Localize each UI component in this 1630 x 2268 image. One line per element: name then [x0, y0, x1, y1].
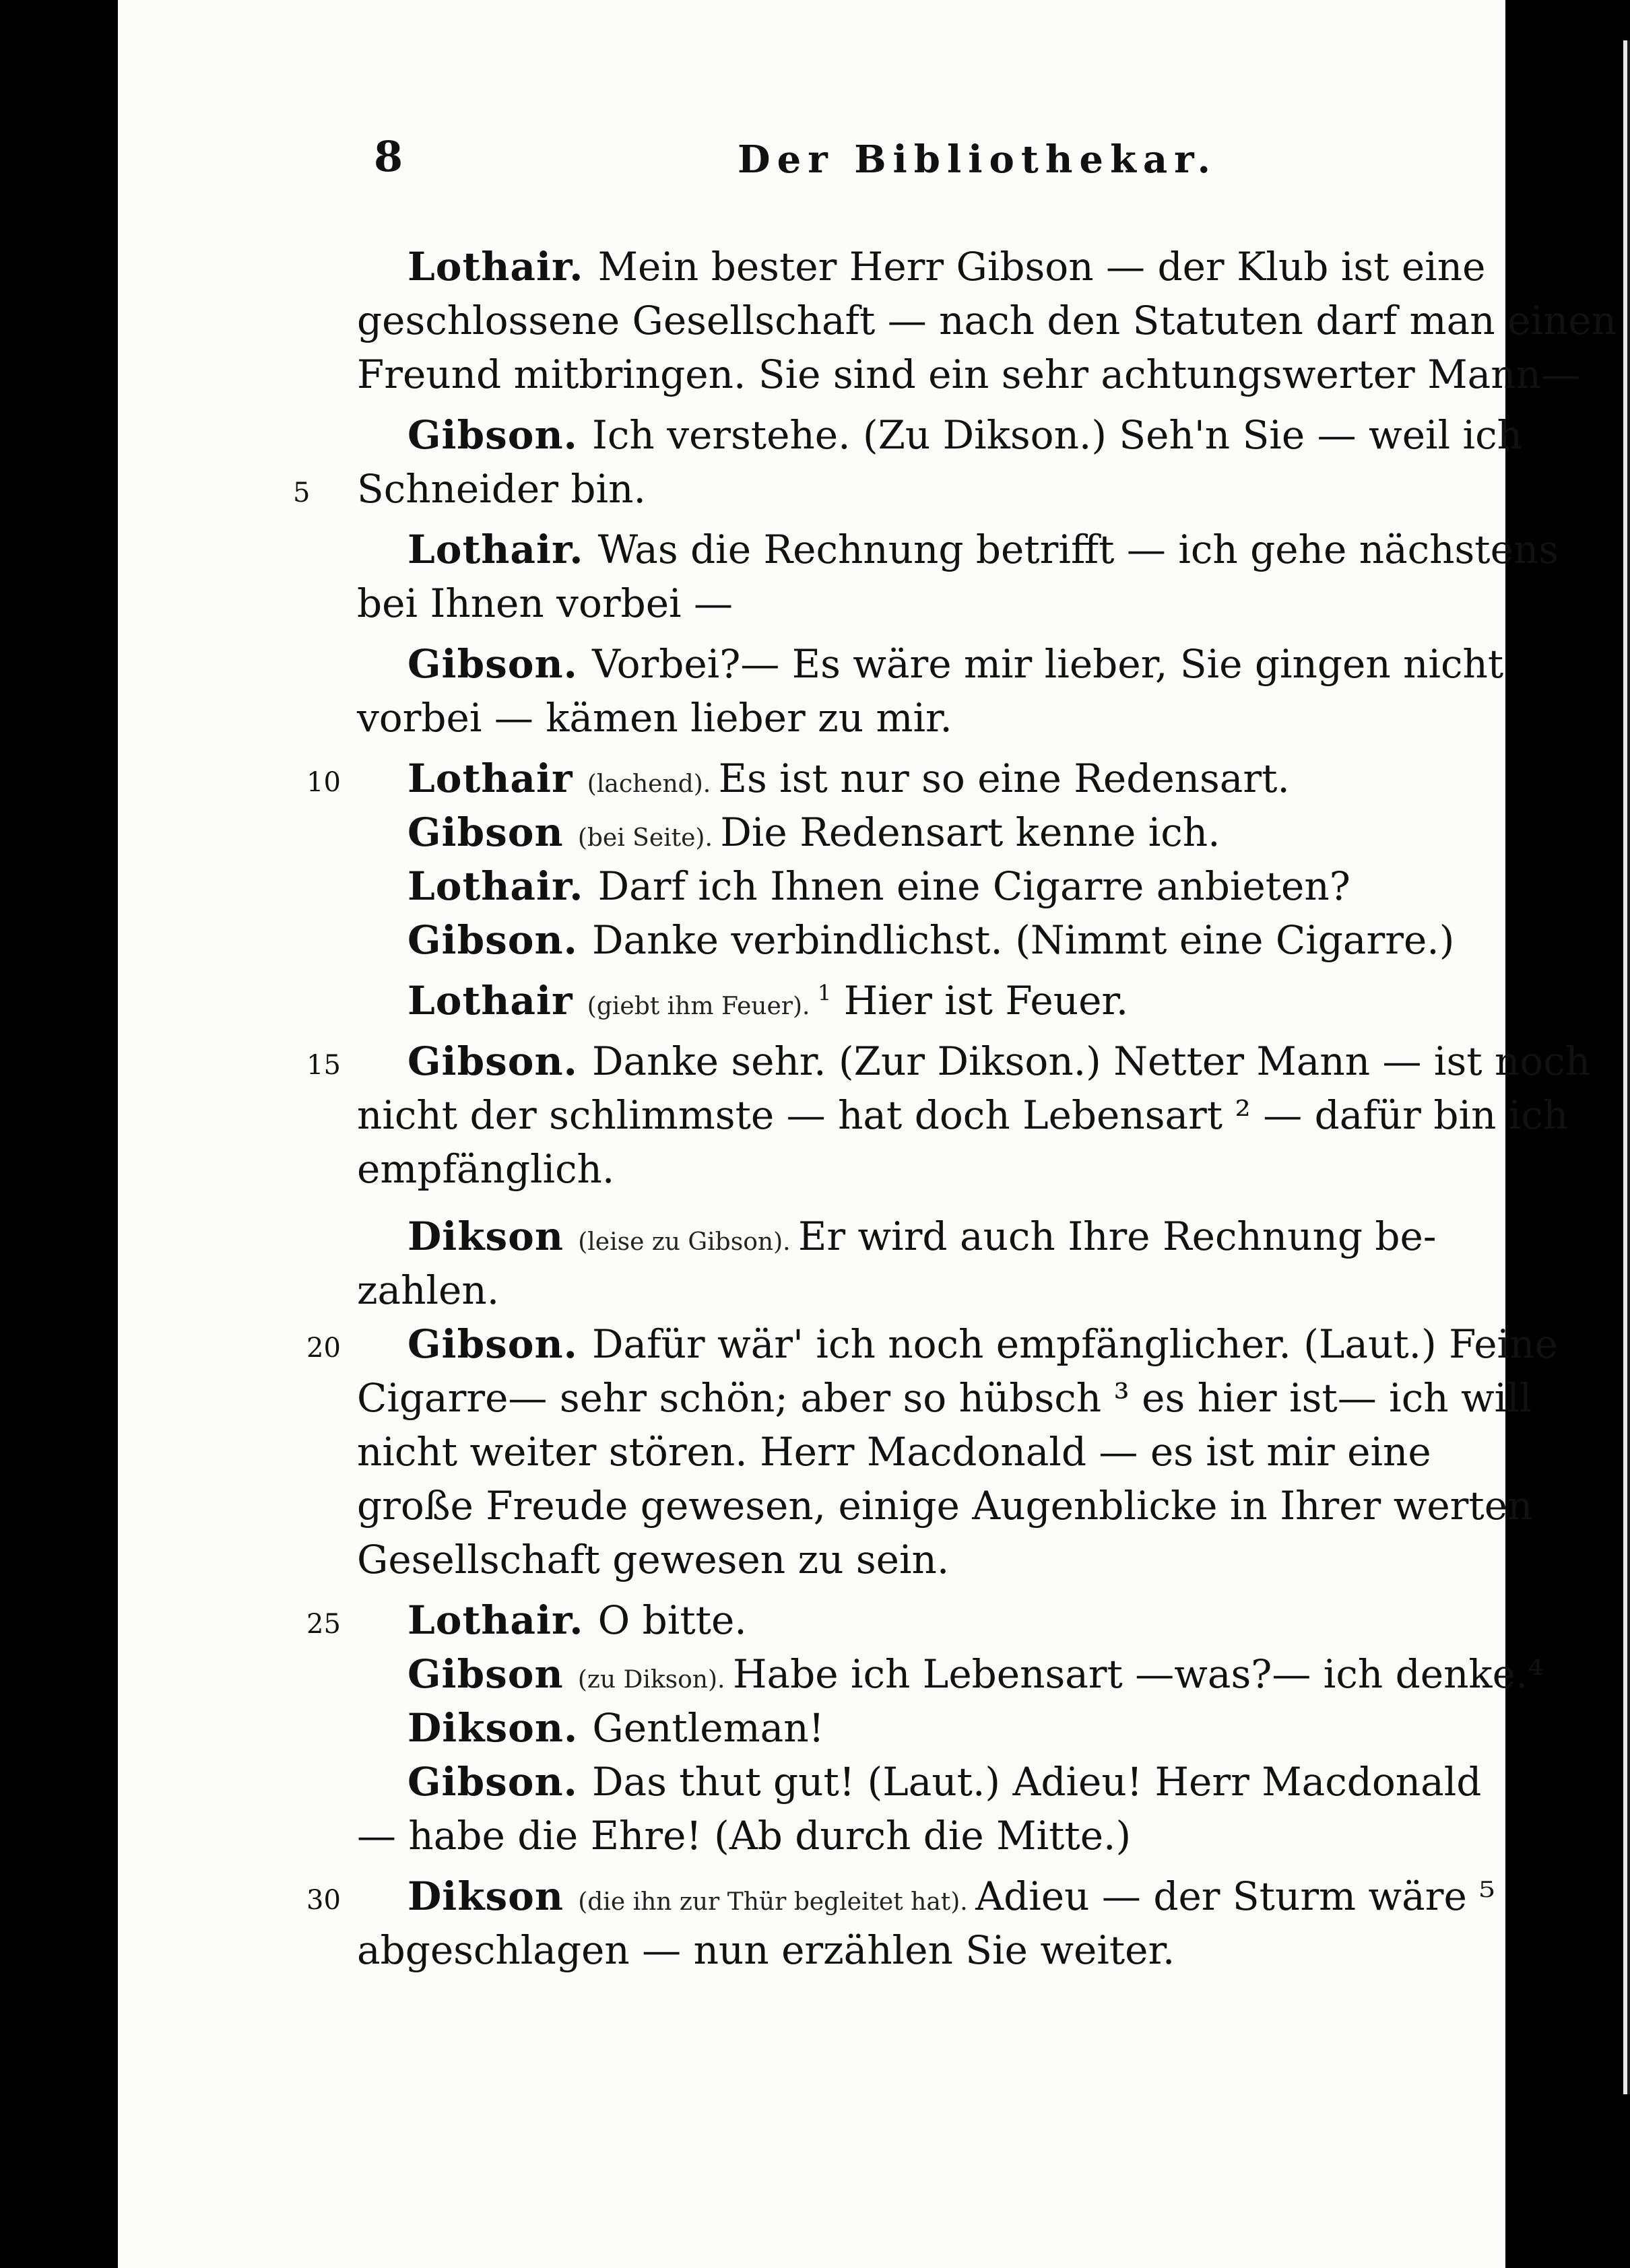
line-number: 15: [306, 1050, 341, 1081]
line-text: Dafür wär' ich noch empfänglicher. (Laut.) Feine: [592, 1321, 1558, 1367]
text-line: [408, 916, 1553, 964]
line-text: O bitte.: [597, 1597, 747, 1643]
line-text: Danke verbindlichst. (Nimmt eine Cigarre.): [592, 917, 1455, 963]
text-line: [408, 640, 1553, 688]
speaker-name: Gibson.: [408, 917, 593, 963]
line-number: 10: [306, 767, 341, 798]
page-number: 8: [374, 132, 403, 181]
line-text: — habe die Ehre! (Ab durch die Mitte.): [357, 1813, 1132, 1859]
text-line: [408, 976, 1553, 1031]
book-page: [118, 0, 1617, 2268]
line-text: vorbei — kämen lieber zu mir.: [357, 695, 952, 741]
text-line: [408, 808, 1553, 863]
line-text: Er wird auch Ihre Rechnung be-: [798, 1213, 1437, 1259]
text-line: [357, 1266, 1502, 1314]
speaker-name: Lothair: [408, 756, 587, 801]
stage-direction: (zu Dikson).: [577, 1666, 733, 1694]
speaker-name: Gibson.: [408, 1038, 593, 1084]
line-text: Habe ich Lebensart —was?— ich denke.⁴: [732, 1651, 1544, 1697]
text-line: [357, 1926, 1502, 1974]
text-line: [357, 579, 1502, 628]
speaker-name: Lothair.: [408, 244, 598, 290]
line-text: nicht der schlimmste — hat doch Lebensart ² — dafür bin ich: [357, 1092, 1569, 1138]
line-text: Adieu — der Sturm wäre ⁵: [975, 1873, 1495, 1919]
text-body: [118, 0, 1617, 2268]
line-text: Das thut gut! (Laut.) Adieu! Herr Macdonald: [592, 1759, 1482, 1805]
text-line: [306, 1320, 1558, 1368]
speaker-name: Gibson.: [408, 412, 593, 458]
text-line: [357, 1535, 1502, 1584]
text-line: [357, 296, 1617, 345]
line-number: 25: [306, 1609, 341, 1640]
speaker-name: Lothair: [408, 978, 587, 1024]
text-line: [357, 694, 1502, 742]
speaker-name: Gibson: [408, 1651, 578, 1697]
line-text: große Freude gewesen, einige Augenblicke in Ihrer werten: [357, 1483, 1533, 1529]
speaker-name: Lothair.: [408, 863, 598, 909]
speaker-name: Lothair.: [408, 527, 598, 572]
text-line: [357, 1091, 1569, 1139]
text-line: [306, 754, 1553, 809]
speaker-name: Lothair.: [408, 1597, 598, 1643]
text-line: [408, 242, 1553, 291]
text-line: [408, 862, 1553, 910]
line-number: 30: [306, 1885, 341, 1916]
text-line: [357, 1374, 1532, 1422]
footnote-marker: 1: [817, 980, 832, 1006]
line-text: bei Ihnen vorbei —: [357, 580, 734, 626]
stage-direction: (lachend).: [587, 770, 719, 798]
text-line: [306, 1872, 1553, 1927]
text-line: [306, 1596, 1553, 1644]
line-text: Vorbei?— Es wäre mir lieber, Sie gingen nicht: [592, 641, 1504, 687]
text-line: [357, 350, 1580, 399]
text-line: [357, 1428, 1502, 1476]
stage-direction: (leise zu Gibson).: [578, 1228, 798, 1256]
stage-direction: (die ihn zur Thür begleitet hat).: [578, 1888, 976, 1916]
line-text: nicht weiter stören. Herr Macdonald — es ist mir eine: [357, 1429, 1431, 1475]
line-text: zahlen.: [357, 1267, 500, 1313]
line-text: Freund mitbringen. Sie sind ein sehr achtungswerter Mann—: [357, 352, 1580, 397]
stage-direction: (giebt ihm Feuer).: [587, 993, 818, 1020]
text-line: [408, 1704, 1553, 1752]
line-text: Mein bester Herr Gibson — der Klub ist eine: [597, 244, 1486, 290]
line-text: empfänglich.: [357, 1146, 615, 1192]
page-edge: [1623, 40, 1630, 2094]
text-line: [408, 1758, 1553, 1806]
text-line: [408, 1212, 1553, 1267]
line-text: Cigarre— sehr schön; aber so hübsch ³ es hier ist— ich will: [357, 1375, 1532, 1421]
line-number: 5: [293, 477, 311, 508]
text-line: [357, 1481, 1533, 1530]
text-line: [408, 1650, 1553, 1704]
line-text: geschlossene Gesellschaft — nach den Statuten darf man einen: [357, 298, 1617, 343]
text-line: [357, 1145, 1502, 1193]
line-number: 20: [306, 1333, 341, 1364]
line-text: Danke sehr. (Zur Dikson.) Netter Mann — ist noch: [592, 1038, 1591, 1084]
line-text: Hier ist Feuer.: [843, 978, 1129, 1024]
text-line: [293, 465, 1502, 513]
line-text: Es ist nur so eine Redensart.: [718, 756, 1290, 801]
text-line: [357, 1811, 1502, 1860]
line-text: abgeschlagen — nun erzählen Sie weiter.: [357, 1927, 1175, 1973]
line-text: Gesellschaft gewesen zu sein.: [357, 1537, 950, 1582]
speaker-name: Dikson.: [408, 1705, 593, 1751]
speaker-name: Dikson: [408, 1873, 579, 1919]
line-text: Schneider bin.: [357, 466, 646, 512]
speaker-name: Dikson: [408, 1213, 579, 1259]
running-title: Der Bibliothekar.: [738, 137, 1218, 182]
line-text: Ich verstehe. (Zu Dikson.) Seh'n Sie — weil ich: [592, 412, 1522, 458]
line-text: Gentleman!: [592, 1705, 824, 1751]
text-line: [306, 1037, 1591, 1086]
line-text: Darf ich Ihnen eine Cigarre anbieten?: [597, 863, 1350, 909]
stage-direction: (bei Seite).: [577, 824, 721, 852]
text-line: [408, 411, 1553, 459]
speaker-name: Gibson.: [408, 1321, 593, 1367]
line-text: Was die Rechnung betrifft — ich gehe nächstens: [597, 527, 1559, 572]
speaker-name: Gibson: [408, 809, 578, 855]
speaker-name: Gibson.: [408, 641, 593, 687]
line-text: Die Redensart kenne ich.: [720, 809, 1220, 855]
text-line: [408, 525, 1559, 574]
speaker-name: Gibson.: [408, 1759, 593, 1805]
